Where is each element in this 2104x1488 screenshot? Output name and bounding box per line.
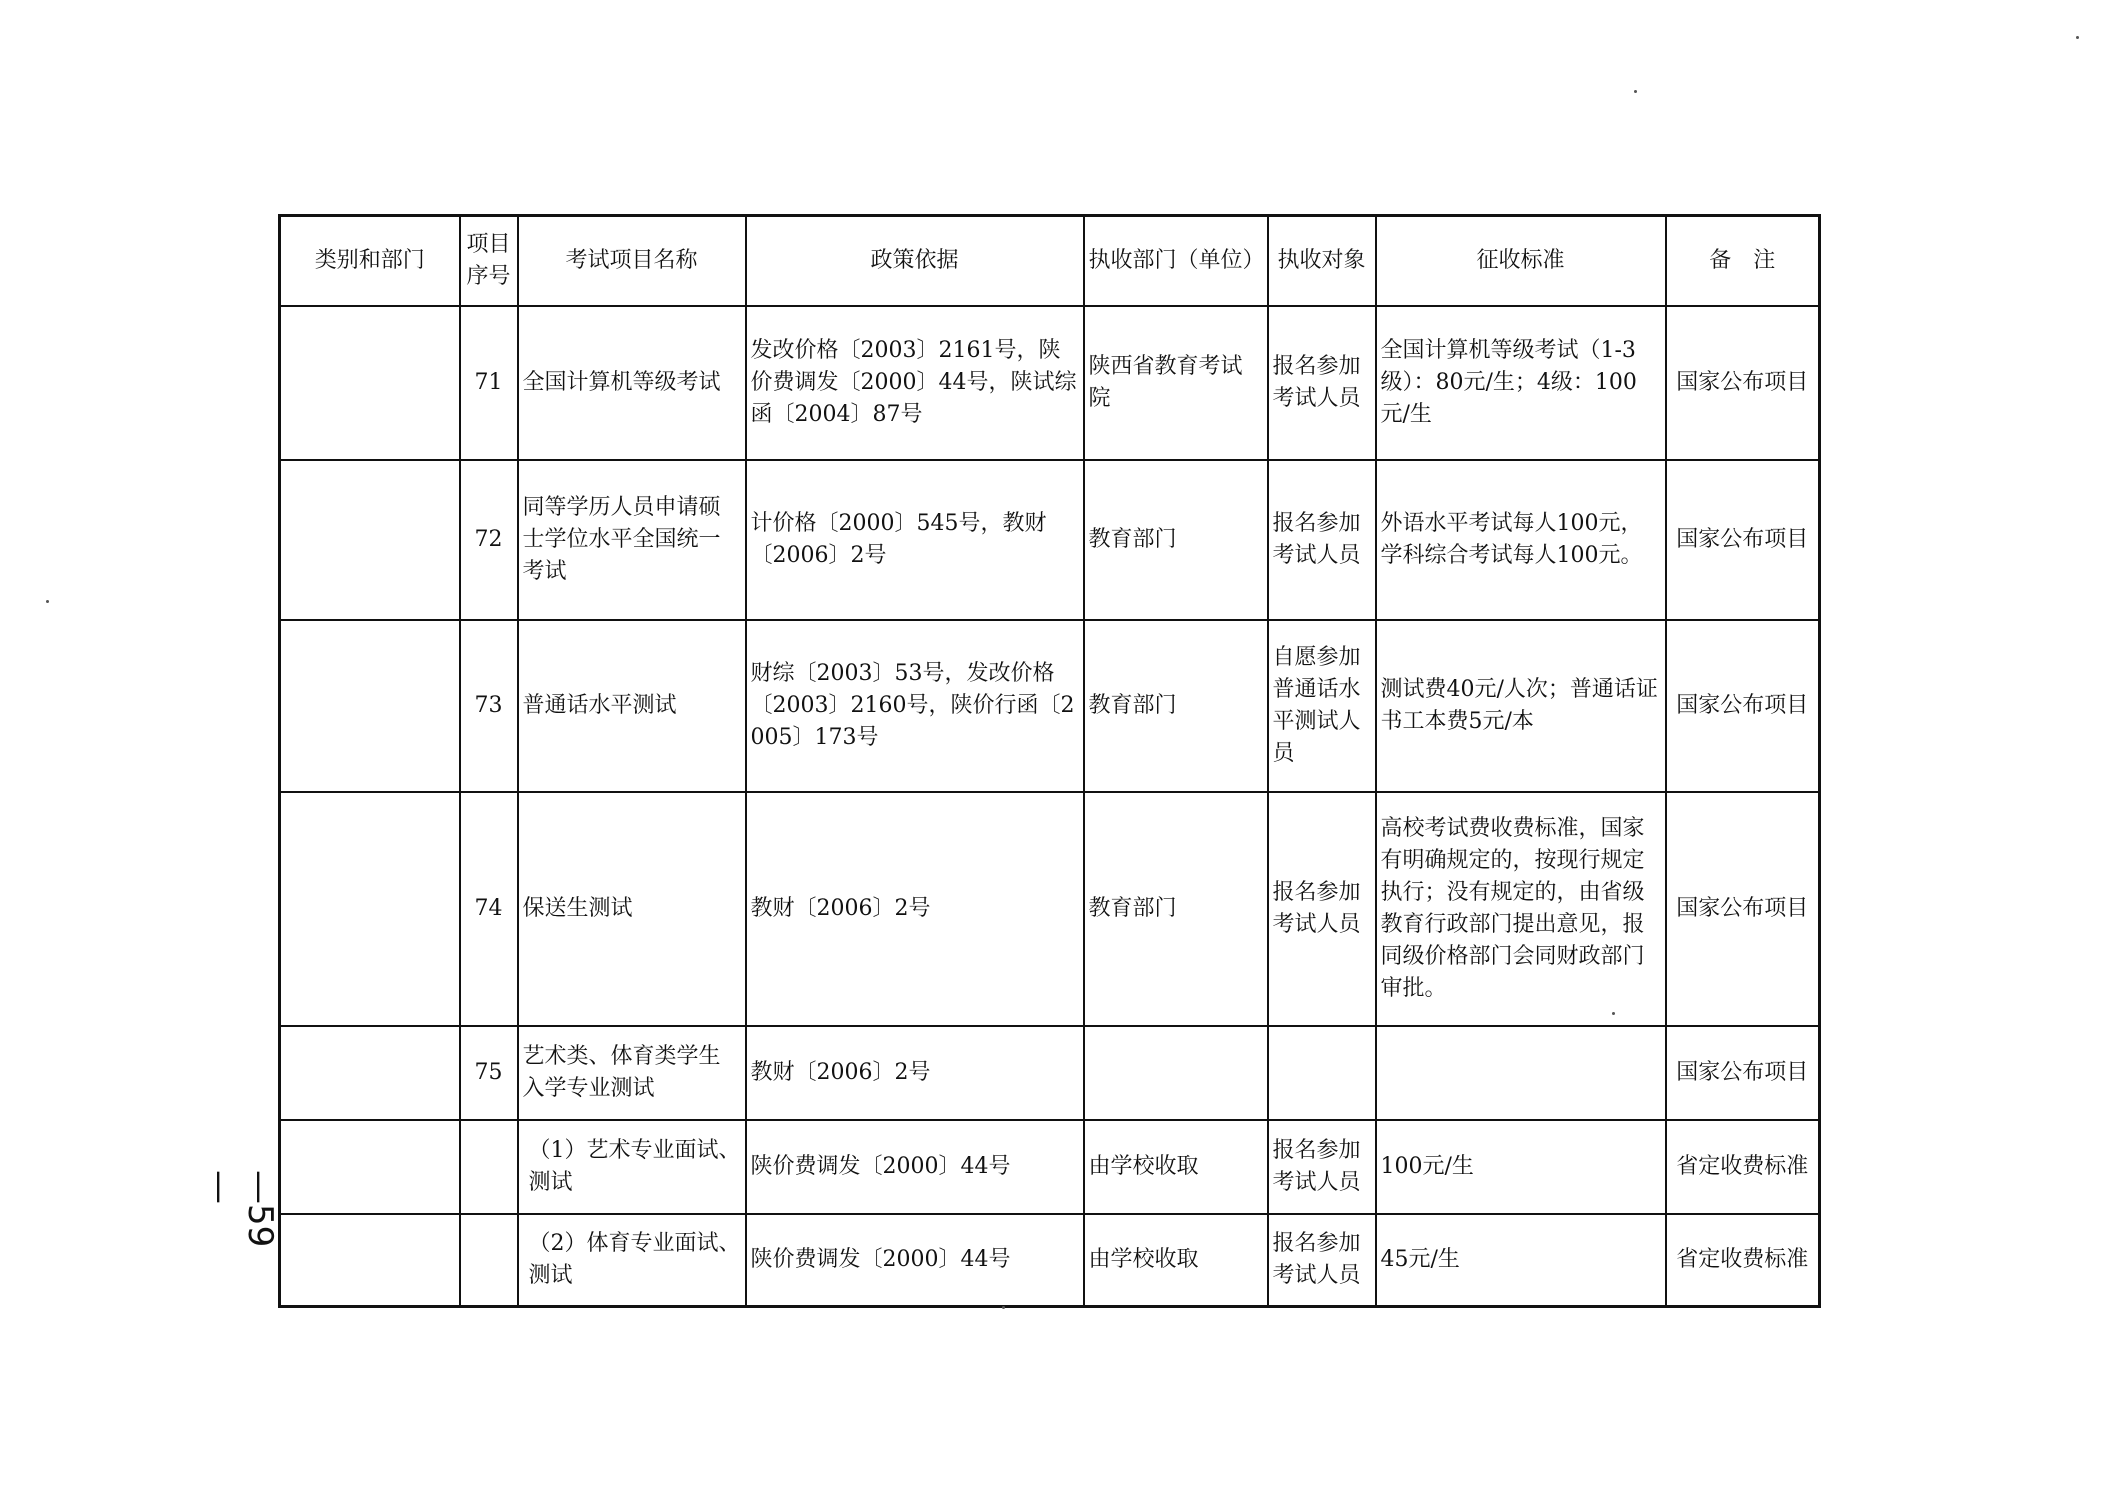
table-row [280,620,1820,792]
cell-dept: 由学校收取 [1084,1214,1268,1307]
cell-note: 国家公布项目 [1666,620,1820,792]
header-note: 备 注 [1666,216,1820,307]
header-basis: 政策依据 [746,216,1084,307]
table-row [280,1214,1820,1307]
cell-basis: 计价格〔2000〕545号，教财〔2006〕2号 [746,460,1084,620]
header-dept: 执收部门（单位） [1084,216,1268,307]
cell-basis: 发改价格〔2003〕2161号，陕价费调发〔2000〕44号，陕试综函〔2004〕87号 [746,306,1084,460]
page-number: —59— [200,1170,280,1248]
cell-name: 艺术类、体育类学生入学专业测试 [518,1026,746,1120]
cell-dept: 由学校收取 [1084,1120,1268,1214]
scan-speck [1612,1012,1615,1015]
cell-no: 75 [460,1026,518,1120]
cell-note: 国家公布项目 [1666,460,1820,620]
cell-category [280,792,460,1026]
cell-standard: 外语水平考试每人100元，学科综合考试每人100元。 [1376,460,1666,620]
cell-name: 全国计算机等级考试 [518,306,746,460]
cell-note: 省定收费标准 [1666,1120,1820,1214]
header-name: 考试项目名称 [518,216,746,307]
cell-standard: 45元/生 [1376,1214,1666,1307]
cell-category [280,1214,460,1307]
cell-note: 国家公布项目 [1666,792,1820,1026]
cell-name: 保送生测试 [518,792,746,1026]
cell-basis: 教财〔2006〕2号 [746,1026,1084,1120]
cell-no: 74 [460,792,518,1026]
scan-speck [1634,90,1637,93]
cell-target: 报名参加考试人员 [1268,1120,1376,1214]
cell-name: （2）体育专业面试、测试 [518,1214,746,1307]
cell-category [280,306,460,460]
cell-basis: 财综〔2003〕53号，发改价格〔2003〕2160号，陕价行函〔2005〕173号 [746,620,1084,792]
header-row [280,216,1820,307]
cell-basis: 陕价费调发〔2000〕44号 [746,1214,1084,1307]
header-no: 项目序号 [460,216,518,307]
cell-dept: 教育部门 [1084,620,1268,792]
scan-speck [1002,1306,1005,1309]
cell-basis: 教财〔2006〕2号 [746,792,1084,1026]
cell-target [1268,1026,1376,1120]
cell-no [460,1214,518,1307]
cell-target: 自愿参加普通话水平测试人员 [1268,620,1376,792]
cell-standard: 100元/生 [1376,1120,1666,1214]
cell-target: 报名参加考试人员 [1268,460,1376,620]
cell-standard: 高校考试费收费标准，国家有明确规定的，按现行规定执行；没有规定的，由省级教育行政部门提出意见，报同级价格部门会同财政部门审批。 [1376,792,1666,1026]
cell-category [280,460,460,620]
cell-no: 72 [460,460,518,620]
cell-standard: 全国计算机等级考试（1-3级）：80元/生；4级：100元/生 [1376,306,1666,460]
cell-dept: 教育部门 [1084,460,1268,620]
cell-note: 省定收费标准 [1666,1214,1820,1307]
cell-category [280,1120,460,1214]
fee-table [278,214,1821,1308]
cell-name: （1）艺术专业面试、测试 [518,1120,746,1214]
cell-target: 报名参加考试人员 [1268,792,1376,1026]
table-row [280,1026,1820,1120]
table-row [280,460,1820,620]
cell-category [280,1026,460,1120]
scan-speck [46,600,49,603]
cell-note: 国家公布项目 [1666,306,1820,460]
cell-note: 国家公布项目 [1666,1026,1820,1120]
header-category: 类别和部门 [280,216,460,307]
table-row [280,792,1820,1026]
header-target: 执收对象 [1268,216,1376,307]
cell-no: 73 [460,620,518,792]
cell-name: 普通话水平测试 [518,620,746,792]
cell-no [460,1120,518,1214]
cell-dept: 陕西省教育考试院 [1084,306,1268,460]
cell-name: 同等学历人员申请硕士学位水平全国统一考试 [518,460,746,620]
cell-standard [1376,1026,1666,1120]
table-row [280,306,1820,460]
scan-speck [2076,36,2079,39]
cell-category [280,620,460,792]
header-standard: 征收标准 [1376,216,1666,307]
table-row [280,1120,1820,1214]
cell-no: 71 [460,306,518,460]
cell-target: 报名参加考试人员 [1268,1214,1376,1307]
cell-target: 报名参加考试人员 [1268,306,1376,460]
cell-basis: 陕价费调发〔2000〕44号 [746,1120,1084,1214]
cell-dept: 教育部门 [1084,792,1268,1026]
cell-standard: 测试费40元/人次；普通话证书工本费5元/本 [1376,620,1666,792]
cell-dept [1084,1026,1268,1120]
